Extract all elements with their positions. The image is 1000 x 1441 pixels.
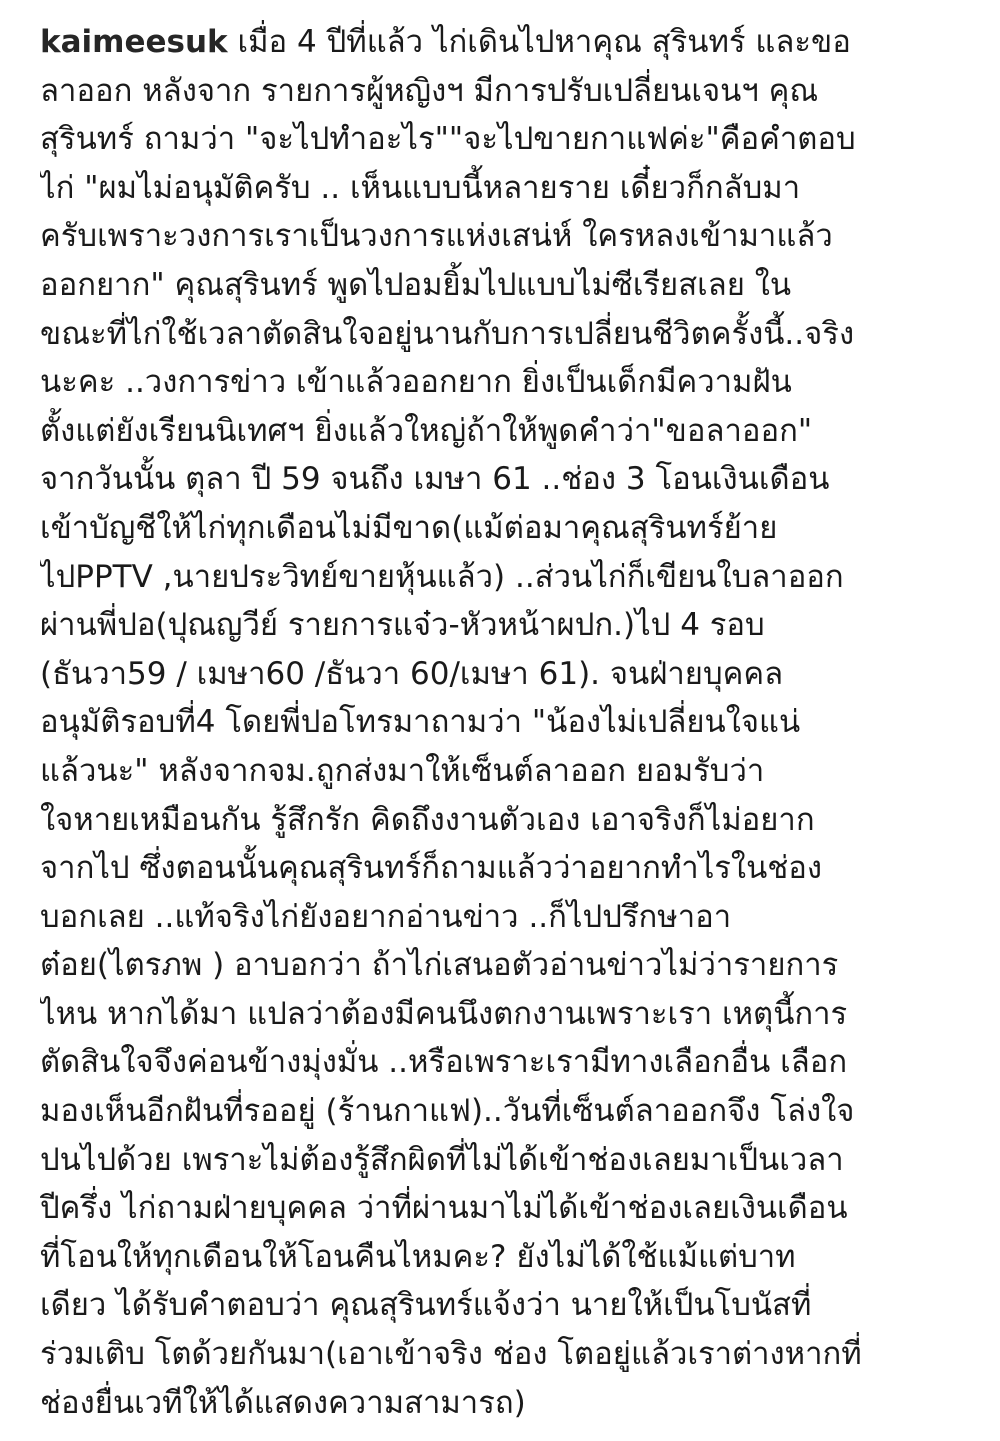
caption-line-8: นะคะ ..วงการข่าว เข้าแล้วออกยาก ยิ่งเป็นเด็กมีความฝัน [40, 364, 792, 401]
caption-line-28: ร่วมเติบ โตด้วยกันมา(เอาเข้าจริง ช่อง โตอยู่แล้วเราต่างหากที่ [40, 1336, 862, 1373]
caption-line-22: ตัดสินใจจึงค่อนข้างมุ่งมั่น ..หรือเพราะเรามีทางเลือกอื่น เลือก [40, 1044, 848, 1081]
caption-line-19: บอกเลย ..แท้จริงไก่ยังอยากอ่านข่าว ..ก็ไปปรึกษาอา [40, 898, 732, 935]
caption-line-23: มองเห็นอีกฝันที่รออยู่ (ร้านกาแฟ)..วันที่เซ็นต์ลาออกจึง โล่งใจ [40, 1093, 855, 1130]
caption-line-9: ตั้งแต่ยังเรียนนิเทศฯ ยิ่งแล้วใหญ่ถ้าให้พูดคำว่า"ขอลาออก" [40, 412, 813, 449]
caption-line-21: ไหน หากได้มา แปลว่าต้องมีคนนึงตกงานเพราะเรา เหตุนี้การ [40, 995, 848, 1032]
caption-line-6: ออกยาก" คุณสุรินทร์ พูดไปอมยิ้มไปแบบไม่ซีเรียสเลย ใน [40, 266, 792, 303]
caption-line-18: จากไป ซึ่งตอนนั้นคุณสุรินทร์ก็ถามแล้วว่าอยากทำไรในช่อง [40, 850, 823, 887]
caption-line-11: เข้าบัญชีให้ไก่ทุกเดือนไม่มีขาด(แม้ต่อมาคุณสุรินทร์ย้าย [40, 509, 778, 546]
caption-line-26: ที่โอนให้ทุกเดือนให้โอนคืนไหมคะ? ยังไม่ได้ใช้แม้แต่บาท [40, 1238, 796, 1275]
caption-line-2: ลาออก หลังจาก รายการผู้หญิงฯ มีการปรับเปลี่ยนเจนฯ คุณ [40, 72, 819, 109]
caption-line-25: ปีครึ่ง ไก่ถามฝ่ายบุคคล ว่าที่ผ่านมาไม่ได้เข้าช่องเลยเงินเดือน [40, 1190, 848, 1227]
caption-text: เมื่อ 4 ปีที่แล้ว ไก่เดินไปหาคุณ สุรินทร์ และขอ [227, 24, 851, 60]
caption-line-7: ขณะที่ไก่ใช้เวลาตัดสินใจอยู่นานกับการเปลี่ยนชีวิตครั้งนี้..จริง [40, 315, 855, 352]
caption-line-10: จากวันนั้น ตุลา ปี 59 จนถึง เมษา 61 ..ช่อง 3 โอนเงินเดือน [40, 461, 830, 498]
caption-line-29: ช่องยื่นเวทีให้ได้แสดงความสามารถ) [40, 1384, 526, 1421]
caption-line-24: ปนไปด้วย เพราะไม่ต้องรู้สึกผิดที่ไม่ได้เข้าช่องเลยมาเป็นเวลา [40, 1141, 844, 1178]
caption-line-20: ต๋อย(ไตรภพ ) อาบอกว่า ถ้าไก่เสนอตัวอ่านข่าวไม่ว่ารายการ [40, 947, 839, 984]
caption-line-17: ใจหายเหมือนกัน รู้สึกรัก คิดถึงงานตัวเอง เอาจริงก็ไม่อยาก [40, 801, 815, 838]
caption-line-1 [40, 18, 970, 67]
username-link[interactable]: kaimeesuk [40, 24, 228, 60]
caption-line-4: ไก่ "ผมไม่อนุมัติครับ .. เห็นแบบนี้หลายราย เดี๋ยวก็กลับมา [40, 169, 801, 206]
caption-line-14: (ธันวา59 / เมษา60 /ธันวา 60/เมษา 61). จนฝ่ายบุคคล [40, 655, 784, 692]
caption-line-13: ผ่านพี่ปอ(ปุณญวีย์ รายการแจ๋ว-หัวหน้าผปก.)ไป 4 รอบ [40, 607, 765, 644]
caption-line-15: อนุมัติรอบที่4 โดยพี่ปอโทรมาถามว่า "น้องไม่เปลี่ยนใจแน่ [40, 704, 801, 741]
caption-line-3: สุรินทร์ ถามว่า "จะไปทำอะไร""จะไปขายกาแฟค่ะ"คือคำตอบ [40, 121, 856, 158]
post-caption [40, 18, 970, 1427]
caption-line-12: ไปPPTV ,นายประวิทย์ขายหุ้นแล้ว) ..ส่วนไก่ก็เขียนใบลาออก [40, 558, 844, 595]
caption-line-16: แล้วนะ" หลังจากจม.ถูกส่งมาให้เซ็นต์ลาออก ยอมรับว่า [40, 752, 765, 789]
caption-line-5: ครับเพราะวงการเราเป็นวงการแห่งเสน่ห์ ใครหลงเข้ามาแล้ว [40, 218, 833, 255]
caption-line-27: เดียว ได้รับคำตอบว่า คุณสุรินทร์แจ้งว่า นายให้เป็นโบนัสที่ [40, 1287, 812, 1324]
